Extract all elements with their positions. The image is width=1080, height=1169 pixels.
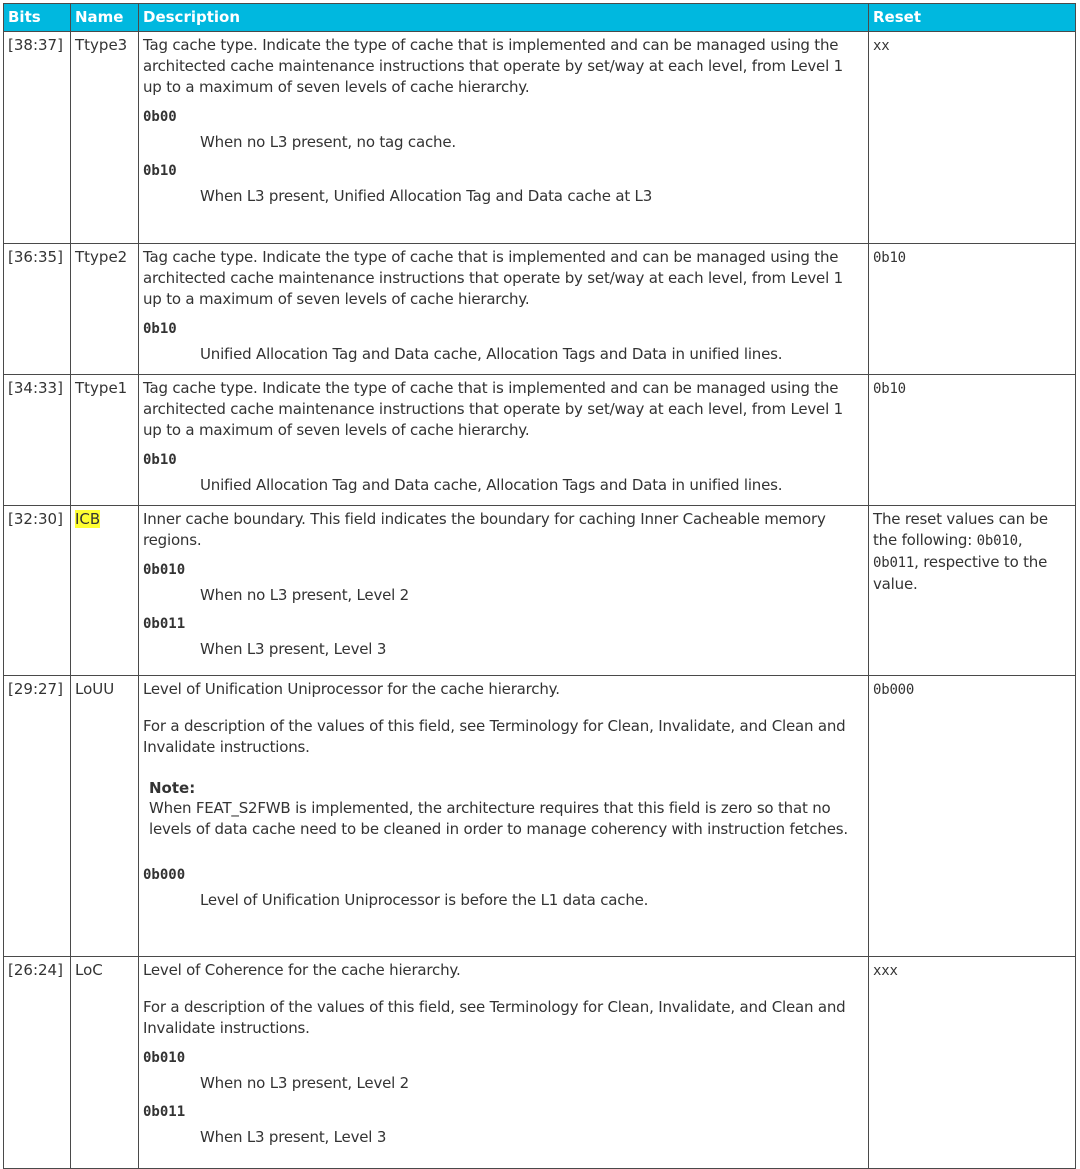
field-name: LoC	[71, 957, 139, 1169]
value-meaning: When no L3 present, no tag cache.	[200, 133, 456, 151]
table-header-row	[4, 4, 1076, 32]
header-bits: Bits	[4, 4, 71, 32]
value-meaning: When no L3 present, Level 2	[200, 1074, 410, 1092]
reset-code: 0b010	[976, 533, 1018, 549]
reset-value: xxx	[873, 963, 898, 979]
field-reset	[869, 32, 1076, 244]
value-meaning: When no L3 present, Level 2	[200, 586, 410, 604]
header-description: Description	[139, 4, 869, 32]
value-meaning: When L3 present, Level 3	[200, 1128, 387, 1146]
field-description	[139, 957, 869, 1169]
value-code: 0b10	[143, 163, 177, 179]
value-meaning: Unified Allocation Tag and Data cache, Allocation Tags and Data in unified lines.	[200, 345, 783, 363]
register-field-table-container	[3, 3, 1075, 1169]
value-code: 0b011	[143, 616, 186, 632]
note-heading: Note:	[149, 779, 196, 797]
table-row	[4, 375, 1076, 506]
reset-prefix: The reset values can be the following:	[873, 510, 1048, 549]
description-text: Tag cache type. Indicate the type of cache that is implemented and can be managed using the architected cache maintenance instructions that operate by set/way at each level, from Level 1 up to a maximum of seven levels of cache hierarchy.	[143, 36, 843, 96]
value-code: 0b10	[143, 452, 177, 468]
description-text: Inner cache boundary. This field indicates the boundary for caching Inner Cacheable memory regions.	[143, 510, 826, 549]
value-meaning: Unified Allocation Tag and Data cache, Allocation Tags and Data in unified lines.	[200, 476, 783, 494]
description-paragraph: For a description of the values of this field, see Terminology for Clean, Invalidate, and Clean and Invalidate instructions.	[143, 998, 846, 1037]
description-text: Level of Unification Uniprocessor for the cache hierarchy.	[143, 680, 560, 698]
field-name: Ttype2	[71, 244, 139, 375]
field-reset	[869, 244, 1076, 375]
field-reset	[869, 375, 1076, 506]
field-reset	[869, 676, 1076, 957]
description-text: Tag cache type. Indicate the type of cache that is implemented and can be managed using the architected cache maintenance instructions that operate by set/way at each level, from Level 1 up to a maximum of seven levels of cache hierarchy.	[143, 379, 843, 439]
highlighted-field-name: ICB	[75, 510, 101, 528]
table-row	[4, 676, 1076, 957]
reset-text	[873, 510, 1048, 593]
field-description	[139, 244, 869, 375]
field-description	[139, 375, 869, 506]
field-bits: [36:35]	[4, 244, 71, 375]
table-row	[4, 32, 1076, 244]
value-code: 0b010	[143, 1050, 186, 1066]
register-field-table	[3, 3, 1076, 1169]
field-bits: [38:37]	[4, 32, 71, 244]
table-row	[4, 244, 1076, 375]
field-reset	[869, 957, 1076, 1169]
field-bits: [32:30]	[4, 506, 71, 676]
field-name: LoUU	[71, 676, 139, 957]
note-block	[149, 778, 864, 840]
reset-value: 0b000	[873, 682, 915, 698]
field-name: Ttype1	[71, 375, 139, 506]
value-code: 0b011	[143, 1104, 186, 1120]
reset-code: 0b011	[873, 555, 915, 571]
field-description	[139, 506, 869, 676]
value-code: 0b10	[143, 321, 177, 337]
field-bits: [26:24]	[4, 957, 71, 1169]
table-row	[4, 506, 1076, 676]
reset-suffix: , respective to the value.	[873, 553, 1048, 593]
value-meaning: When L3 present, Unified Allocation Tag and Data cache at L3	[200, 187, 653, 205]
reset-value: 0b10	[873, 250, 906, 266]
header-name: Name	[71, 4, 139, 32]
field-reset	[869, 506, 1076, 676]
value-meaning: When L3 present, Level 3	[200, 640, 387, 658]
description-text: Level of Coherence for the cache hierarchy.	[143, 961, 461, 979]
field-description	[139, 676, 869, 957]
value-code: 0b010	[143, 562, 186, 578]
value-code: 0b000	[143, 867, 186, 883]
note-body: When FEAT_S2FWB is implemented, the architecture requires that this field is zero so that no levels of data cache need to be cleaned in order to manage coherency with instruction fetches.	[149, 799, 848, 838]
description-paragraph: For a description of the values of this field, see Terminology for Clean, Invalidate, and Clean and Invalidate instructions.	[143, 717, 846, 756]
description-text: Tag cache type. Indicate the type of cache that is implemented and can be managed using the architected cache maintenance instructions that operate by set/way at each level, from Level 1 up to a maximum of seven levels of cache hierarchy.	[143, 248, 843, 308]
field-name	[71, 506, 139, 676]
reset-value: 0b10	[873, 381, 906, 397]
field-description	[139, 32, 869, 244]
reset-separator: ,	[1017, 531, 1023, 549]
header-reset: Reset	[869, 4, 1076, 32]
table-row	[4, 957, 1076, 1169]
field-name: Ttype3	[71, 32, 139, 244]
value-meaning: Level of Unification Uniprocessor is before the L1 data cache.	[200, 891, 649, 909]
value-code: 0b00	[143, 109, 177, 125]
field-bits: [34:33]	[4, 375, 71, 506]
field-bits: [29:27]	[4, 676, 71, 957]
reset-value: xx	[873, 38, 890, 54]
